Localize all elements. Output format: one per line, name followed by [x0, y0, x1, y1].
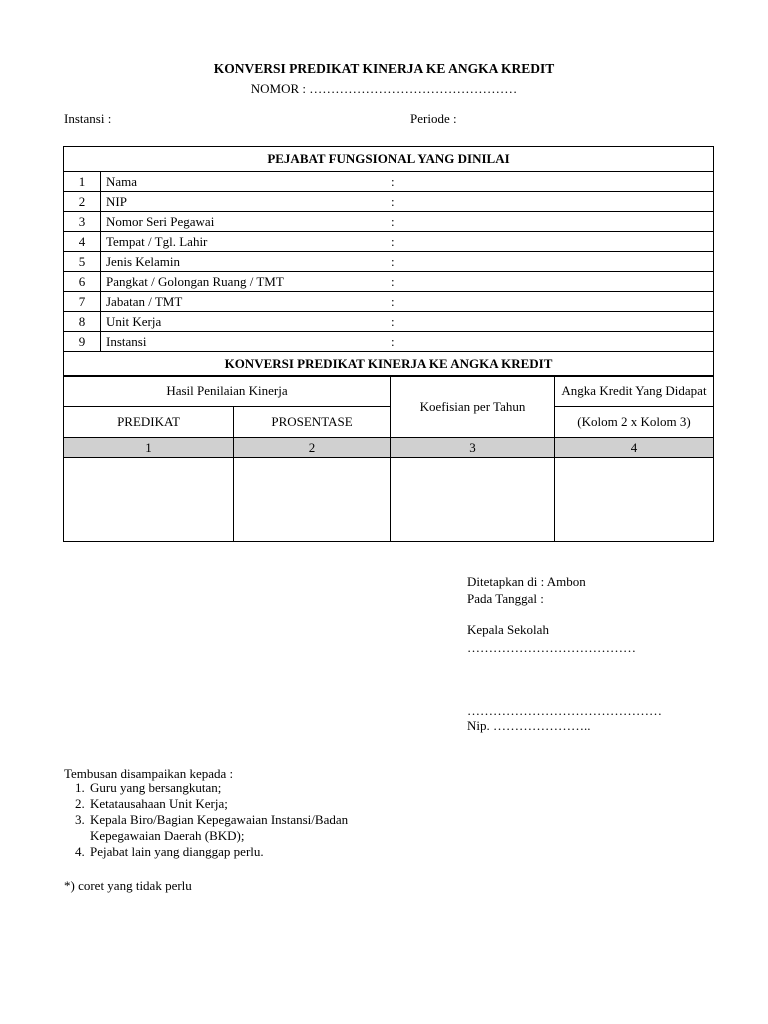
pada-tanggal: Pada Tanggal :: [467, 591, 544, 606]
field-jenis-kelamin[interactable]: [101, 252, 714, 272]
row-number: 7: [64, 292, 101, 312]
signatory-nip: Nip. …………………..: [467, 718, 591, 733]
field-separator: :: [391, 233, 395, 249]
periode-label: Periode :: [410, 111, 457, 126]
field-label: Instansi: [106, 333, 147, 349]
koefisien-header: Koefisian per Tahun: [391, 376, 555, 438]
signatory-name-dots: ………………………………………: [467, 703, 662, 718]
field-nama[interactable]: [101, 172, 714, 192]
field-label: Pangkat / Golongan Ruang / TMT: [106, 273, 284, 289]
row-number: 6: [64, 272, 101, 292]
table-row: [64, 312, 714, 332]
field-separator: :: [391, 313, 395, 329]
field-separator: :: [391, 273, 395, 289]
column-number: 1: [64, 438, 234, 458]
hasil-penilaian-header: Hasil Penilaian Kinerja: [64, 376, 391, 407]
column-number: 4: [555, 438, 714, 458]
field-jabatan[interactable]: [101, 292, 714, 312]
field-separator: :: [391, 333, 395, 349]
footnote: *) coret yang tidak perlu: [64, 878, 192, 893]
kolom-formula: (Kolom 2 x Kolom 3): [555, 407, 714, 438]
field-pangkat[interactable]: [101, 272, 714, 292]
field-nip[interactable]: [101, 192, 714, 212]
row-number: 3: [64, 212, 101, 232]
field-label: Jenis Kelamin: [106, 253, 181, 269]
field-separator: :: [391, 193, 395, 209]
instansi-label: Instansi :: [64, 111, 112, 126]
field-tempat-tgl-lahir[interactable]: [101, 232, 714, 252]
angka-kredit-header: Angka Kredit Yang Didapat: [555, 376, 714, 407]
document-number: NOMOR : …………………………………………: [250, 81, 518, 96]
field-separator: :: [391, 213, 395, 229]
list-item: 4. Pejabat lain yang dianggap perlu.: [88, 844, 410, 860]
table-row: [64, 192, 714, 212]
row-number: 8: [64, 312, 101, 332]
table-row: [64, 332, 714, 352]
field-label: Nama: [106, 173, 138, 189]
table-row: [64, 252, 714, 272]
document-title: KONVERSI PREDIKAT KINERJA KE ANGKA KREDIT: [213, 61, 555, 76]
row-number: 5: [64, 252, 101, 272]
konversi-heading: KONVERSI PREDIKAT KINERJA KE ANGKA KREDIT: [64, 352, 714, 377]
field-unit-kerja[interactable]: [101, 312, 714, 332]
table-row: [64, 292, 714, 312]
column-number: 2: [234, 438, 391, 458]
row-number: 1: [64, 172, 101, 192]
predikat-cell[interactable]: [64, 458, 234, 542]
field-instansi[interactable]: [101, 332, 714, 352]
ditetapkan-di: Ditetapkan di : Ambon: [467, 574, 586, 589]
signatory-dots: …………………………………: [467, 640, 636, 655]
field-label: NIP: [106, 193, 127, 209]
field-label: Tempat / Tgl. Lahir: [106, 233, 208, 249]
prosentase-header: PROSENTASE: [234, 407, 391, 438]
angka-kredit-cell[interactable]: [555, 458, 714, 542]
prosentase-cell[interactable]: [234, 458, 391, 542]
list-item: 1. Guru yang bersangkutan;: [88, 780, 410, 796]
field-label: Jabatan / TMT: [106, 293, 183, 309]
field-label: Unit Kerja: [106, 313, 162, 329]
tembusan-list: [70, 780, 410, 860]
field-separator: :: [391, 253, 395, 269]
list-item: 2. Ketatausahaan Unit Kerja;: [88, 796, 410, 812]
table-row: [64, 172, 714, 192]
table-row: [64, 232, 714, 252]
row-number: 9: [64, 332, 101, 352]
field-separator: :: [391, 173, 395, 189]
column-number: 3: [391, 438, 555, 458]
row-number: 4: [64, 232, 101, 252]
table-row: [64, 212, 714, 232]
predikat-header: PREDIKAT: [64, 407, 234, 438]
signatory-title: Kepala Sekolah: [467, 622, 549, 637]
table-row: [64, 272, 714, 292]
pejabat-table: [63, 146, 714, 377]
konversi-table: [63, 375, 714, 542]
koefisien-cell[interactable]: [391, 458, 555, 542]
field-separator: :: [391, 293, 395, 309]
list-item: 3. Kepala Biro/Bagian Kepegawaian Instansi/Badan Kepegawaian Daerah (BKD);: [88, 812, 410, 844]
field-nomor-seri-pegawai[interactable]: [101, 212, 714, 232]
tembusan-title: Tembusan disampaikan kepada :: [64, 766, 234, 781]
row-number: 2: [64, 192, 101, 212]
pejabat-heading: PEJABAT FUNGSIONAL YANG DINILAI: [64, 147, 714, 172]
field-label: Nomor Seri Pegawai: [106, 213, 215, 229]
